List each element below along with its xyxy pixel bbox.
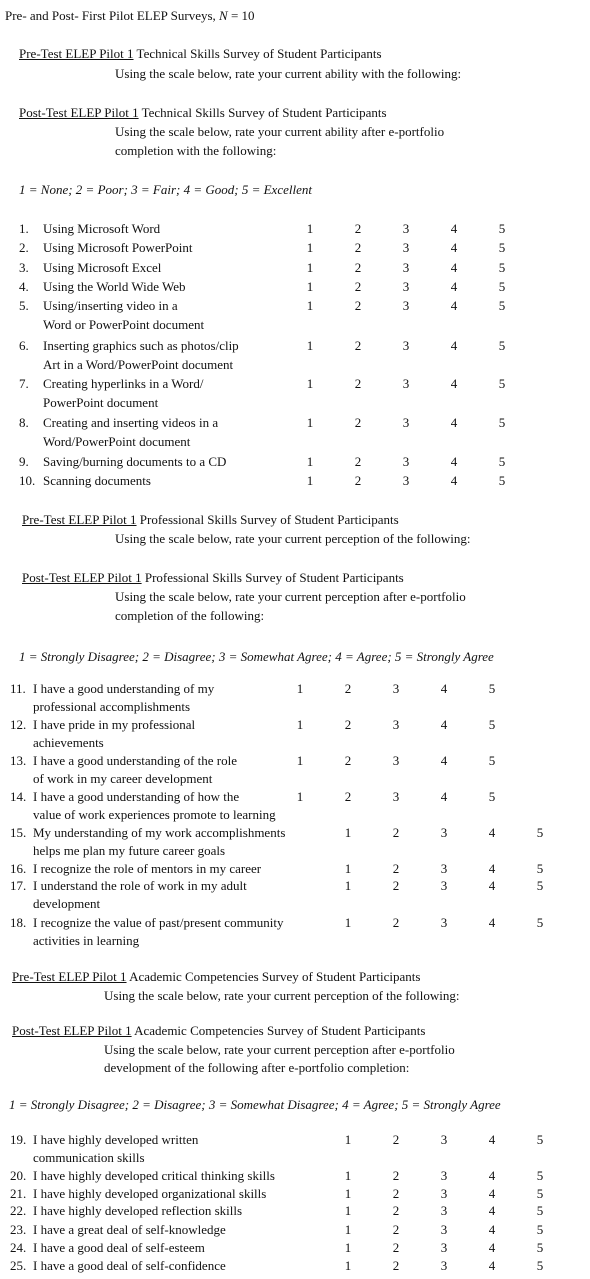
item-text: I have a good deal of self-confidence (33, 1258, 226, 1273)
rating-option-3: 3 (440, 825, 448, 840)
rating-option-2: 2 (354, 415, 362, 430)
item-text: I have highly developed critical thinking skills (33, 1168, 275, 1183)
rating-option-1: 1 (296, 717, 304, 732)
page-title: Pre- and Post- First Pilot ELEP Surveys, N = 10 (5, 8, 255, 23)
item-text: I have highly developed written (33, 1132, 199, 1147)
rating-option-5: 5 (498, 240, 506, 255)
item-number: 22. (10, 1203, 27, 1218)
item-number: 8. (19, 415, 29, 430)
rating-option-1: 1 (306, 415, 314, 430)
rating-option-4: 4 (488, 825, 496, 840)
rating-option-3: 3 (402, 415, 410, 430)
rating-option-2: 2 (392, 878, 400, 893)
rating-option-2: 2 (344, 789, 352, 804)
item-text-continued: PowerPoint document (43, 395, 159, 410)
item-text-continued: value of work experiences promote to learning (33, 807, 276, 822)
rating-option-1: 1 (344, 1222, 352, 1237)
rating-option-3: 3 (392, 681, 400, 696)
rating-option-5: 5 (536, 1258, 544, 1273)
rating-option-4: 4 (488, 1186, 496, 1201)
rating-option-1: 1 (306, 298, 314, 313)
rating-option-5: 5 (536, 1132, 544, 1147)
item-number: 17. (10, 878, 27, 893)
rating-option-3: 3 (440, 1168, 448, 1183)
rating-option-5: 5 (488, 681, 496, 696)
rating-option-3: 3 (440, 878, 448, 893)
s2-post-instruction-2: completion of the following: (115, 608, 265, 623)
item-text: I have a good understanding of my (33, 681, 215, 696)
rating-option-5: 5 (498, 260, 506, 275)
rating-option-2: 2 (344, 717, 352, 732)
rating-option-3: 3 (402, 279, 410, 294)
rating-option-3: 3 (440, 915, 448, 930)
rating-option-2: 2 (392, 1132, 400, 1147)
rating-option-5: 5 (498, 454, 506, 469)
item-text-continued: development (33, 896, 101, 911)
item-number: 16. (10, 861, 27, 876)
rating-option-2: 2 (392, 861, 400, 876)
item-text: I understand the role of work in my adult (33, 878, 247, 893)
rating-option-5: 5 (488, 789, 496, 804)
rating-option-4: 4 (450, 221, 458, 236)
item-text: Saving/burning documents to a CD (43, 454, 227, 469)
rating-option-3: 3 (392, 753, 400, 768)
rating-option-4: 4 (450, 415, 458, 430)
rating-option-2: 2 (392, 1186, 400, 1201)
item-text: Creating hyperlinks in a Word/ (43, 376, 204, 391)
rating-option-3: 3 (402, 473, 410, 488)
item-text-continued: Word or PowerPoint document (43, 317, 205, 332)
rating-option-1: 1 (296, 681, 304, 696)
item-text: I recognize the role of mentors in my career (33, 861, 262, 876)
rating-option-4: 4 (440, 717, 448, 732)
rating-option-3: 3 (402, 454, 410, 469)
rating-option-2: 2 (392, 915, 400, 930)
item-number: 4. (19, 279, 29, 294)
item-text: My understanding of my work accomplishments (33, 825, 286, 840)
rating-option-4: 4 (488, 1132, 496, 1147)
rating-option-2: 2 (392, 1258, 400, 1273)
rating-option-1: 1 (296, 789, 304, 804)
rating-option-5: 5 (536, 878, 544, 893)
rating-option-2: 2 (354, 260, 362, 275)
rating-option-5: 5 (498, 473, 506, 488)
item-text-continued: professional accomplishments (33, 699, 191, 714)
rating-option-1: 1 (344, 878, 352, 893)
rating-option-1: 1 (306, 240, 314, 255)
item-number: 24. (10, 1240, 27, 1255)
rating-option-2: 2 (354, 298, 362, 313)
rating-option-5: 5 (498, 279, 506, 294)
rating-option-3: 3 (440, 1222, 448, 1237)
item-text-continued: communication skills (33, 1150, 145, 1165)
item-number: 6. (19, 338, 29, 353)
rating-option-5: 5 (536, 861, 544, 876)
rating-option-1: 1 (344, 1132, 352, 1147)
s1-pre-instruction: Using the scale below, rate your current ability with the following: (115, 66, 462, 81)
rating-option-4: 4 (488, 915, 496, 930)
item-number: 25. (10, 1258, 27, 1273)
rating-option-3: 3 (440, 1258, 448, 1273)
rating-option-4: 4 (488, 861, 496, 876)
rating-option-1: 1 (344, 915, 352, 930)
item-text: Using the World Wide Web (43, 279, 186, 294)
rating-option-1: 1 (344, 1186, 352, 1201)
item-number: 11. (10, 681, 26, 696)
item-number: 18. (10, 915, 27, 930)
item-number: 19. (10, 1132, 27, 1147)
rating-option-2: 2 (344, 753, 352, 768)
rating-option-2: 2 (354, 338, 362, 353)
rating-option-5: 5 (536, 1240, 544, 1255)
rating-option-4: 4 (440, 753, 448, 768)
rating-option-4: 4 (450, 454, 458, 469)
rating-option-2: 2 (354, 279, 362, 294)
item-number: 23. (10, 1222, 27, 1237)
rating-option-5: 5 (488, 753, 496, 768)
rating-option-4: 4 (450, 240, 458, 255)
item-text-continued: of work in my career development (33, 771, 213, 786)
rating-option-1: 1 (296, 753, 304, 768)
s1-post-heading: Post-Test ELEP Pilot 1 Technical Skills Survey of Student Participants (19, 105, 387, 120)
item-text: Using Microsoft Word (43, 221, 161, 236)
item-text: I have a good deal of self-esteem (33, 1240, 205, 1255)
item-text: Using Microsoft PowerPoint (43, 240, 193, 255)
item-number: 9. (19, 454, 29, 469)
rating-option-4: 4 (450, 260, 458, 275)
item-number: 2. (19, 240, 29, 255)
s2-pre-heading: Pre-Test ELEP Pilot 1 Professional Skills Survey of Student Participants (22, 512, 399, 527)
s1-pre-heading: Pre-Test ELEP Pilot 1 Technical Skills Survey of Student Participants (19, 46, 382, 61)
rating-option-3: 3 (402, 260, 410, 275)
item-number: 12. (10, 717, 27, 732)
rating-option-4: 4 (488, 1168, 496, 1183)
s1-scale-legend: 1 = None; 2 = Poor; 3 = Fair; 4 = Good; 5 = Excellent (19, 182, 312, 197)
item-text: I have a great deal of self-knowledge (33, 1222, 226, 1237)
rating-option-3: 3 (402, 221, 410, 236)
rating-option-3: 3 (440, 1186, 448, 1201)
rating-option-2: 2 (392, 1203, 400, 1218)
rating-option-4: 4 (450, 473, 458, 488)
item-text: Using/inserting video in a (43, 298, 178, 313)
s2-post-instruction-1: Using the scale below, rate your current perception after e-portfolio (115, 589, 466, 604)
s1-post-instruction-1: Using the scale below, rate your current ability after e-portfolio (115, 124, 445, 139)
item-text: I have highly developed organizational skills (33, 1186, 267, 1201)
item-number: 21. (10, 1186, 27, 1201)
rating-option-5: 5 (536, 825, 544, 840)
rating-option-2: 2 (344, 681, 352, 696)
rating-option-1: 1 (306, 221, 314, 236)
s3-post-heading: Post-Test ELEP Pilot 1 Academic Competencies Survey of Student Participants (12, 1023, 426, 1038)
item-text: Scanning documents (43, 473, 151, 488)
rating-option-3: 3 (440, 1203, 448, 1218)
rating-option-3: 3 (402, 240, 410, 255)
rating-option-3: 3 (402, 298, 410, 313)
item-text: I have highly developed reflection skills (33, 1203, 243, 1218)
rating-option-5: 5 (536, 1203, 544, 1218)
rating-option-1: 1 (344, 825, 352, 840)
rating-option-4: 4 (488, 1258, 496, 1273)
item-number: 10. (19, 473, 36, 488)
rating-option-2: 2 (354, 473, 362, 488)
rating-option-4: 4 (450, 279, 458, 294)
rating-option-1: 1 (306, 376, 314, 391)
item-text: I recognize the value of past/present community (33, 915, 284, 930)
s3-post-instruction-1: Using the scale below, rate your current perception after e-portfolio (104, 1042, 455, 1057)
rating-option-4: 4 (440, 789, 448, 804)
rating-option-2: 2 (392, 1240, 400, 1255)
rating-option-1: 1 (306, 260, 314, 275)
item-text: I have pride in my professional (33, 717, 196, 732)
rating-option-1: 1 (344, 1168, 352, 1183)
item-text-continued: Word/PowerPoint document (43, 434, 191, 449)
rating-option-1: 1 (344, 1258, 352, 1273)
item-text: Using Microsoft Excel (43, 260, 162, 275)
s3-post-instruction-2: development of the following after e-portfolio completion: (104, 1060, 410, 1075)
rating-option-5: 5 (488, 717, 496, 732)
rating-option-2: 2 (392, 825, 400, 840)
rating-option-4: 4 (488, 1222, 496, 1237)
item-number: 5. (19, 298, 29, 313)
rating-option-3: 3 (402, 338, 410, 353)
rating-option-4: 4 (440, 681, 448, 696)
item-number: 20. (10, 1168, 27, 1183)
rating-option-1: 1 (306, 338, 314, 353)
rating-option-3: 3 (392, 717, 400, 732)
rating-option-3: 3 (440, 1132, 448, 1147)
rating-option-4: 4 (488, 1240, 496, 1255)
item-text-continued: helps me plan my future career goals (33, 843, 226, 858)
rating-option-2: 2 (354, 376, 362, 391)
item-text: I have a good understanding of the role (33, 753, 237, 768)
item-text: I have a good understanding of how the (33, 789, 240, 804)
rating-option-5: 5 (536, 915, 544, 930)
item-text-continued: achievements (33, 735, 104, 750)
rating-option-3: 3 (440, 861, 448, 876)
rating-option-2: 2 (392, 1222, 400, 1237)
rating-option-5: 5 (498, 338, 506, 353)
item-number: 13. (10, 753, 27, 768)
rating-option-5: 5 (498, 298, 506, 313)
item-text: Creating and inserting videos in a (43, 415, 219, 430)
rating-option-1: 1 (306, 473, 314, 488)
rating-option-5: 5 (536, 1168, 544, 1183)
item-number: 15. (10, 825, 27, 840)
rating-option-2: 2 (354, 454, 362, 469)
item-text-continued: activities in learning (33, 933, 140, 948)
s2-scale-legend: 1 = Strongly Disagree; 2 = Disagree; 3 = Somewhat Agree; 4 = Agree; 5 = Strongly Agree (19, 649, 494, 664)
rating-option-1: 1 (306, 454, 314, 469)
rating-option-4: 4 (450, 298, 458, 313)
rating-option-5: 5 (498, 376, 506, 391)
rating-option-1: 1 (306, 279, 314, 294)
rating-option-1: 1 (344, 861, 352, 876)
s3-pre-heading: Pre-Test ELEP Pilot 1 Academic Competencies Survey of Student Participants (12, 969, 421, 984)
rating-option-5: 5 (498, 221, 506, 236)
rating-option-4: 4 (488, 878, 496, 893)
rating-option-3: 3 (402, 376, 410, 391)
rating-option-2: 2 (392, 1168, 400, 1183)
rating-option-4: 4 (450, 338, 458, 353)
rating-option-5: 5 (498, 415, 506, 430)
rating-option-2: 2 (354, 240, 362, 255)
rating-option-2: 2 (354, 221, 362, 236)
s3-pre-instruction: Using the scale below, rate your current perception of the following: (104, 988, 460, 1003)
rating-option-3: 3 (440, 1240, 448, 1255)
s2-pre-instruction: Using the scale below, rate your current perception of the following: (115, 531, 471, 546)
rating-option-1: 1 (344, 1203, 352, 1218)
s3-scale-legend: 1 = Strongly Disagree; 2 = Disagree; 3 = Somewhat Disagree; 4 = Agree; 5 = Strongly Agree (9, 1097, 501, 1112)
s1-post-instruction-2: completion with the following: (115, 143, 277, 158)
rating-option-4: 4 (488, 1203, 496, 1218)
rating-option-4: 4 (450, 376, 458, 391)
item-number: 14. (10, 789, 27, 804)
item-text-continued: Art in a Word/PowerPoint document (43, 357, 234, 372)
item-number: 7. (19, 376, 29, 391)
item-number: 3. (19, 260, 29, 275)
rating-option-1: 1 (344, 1240, 352, 1255)
s2-post-heading: Post-Test ELEP Pilot 1 Professional Skills Survey of Student Participants (22, 570, 404, 585)
item-text: Inserting graphics such as photos/clip (43, 338, 239, 353)
rating-option-5: 5 (536, 1222, 544, 1237)
rating-option-5: 5 (536, 1186, 544, 1201)
item-number: 1. (19, 221, 29, 236)
rating-option-3: 3 (392, 789, 400, 804)
